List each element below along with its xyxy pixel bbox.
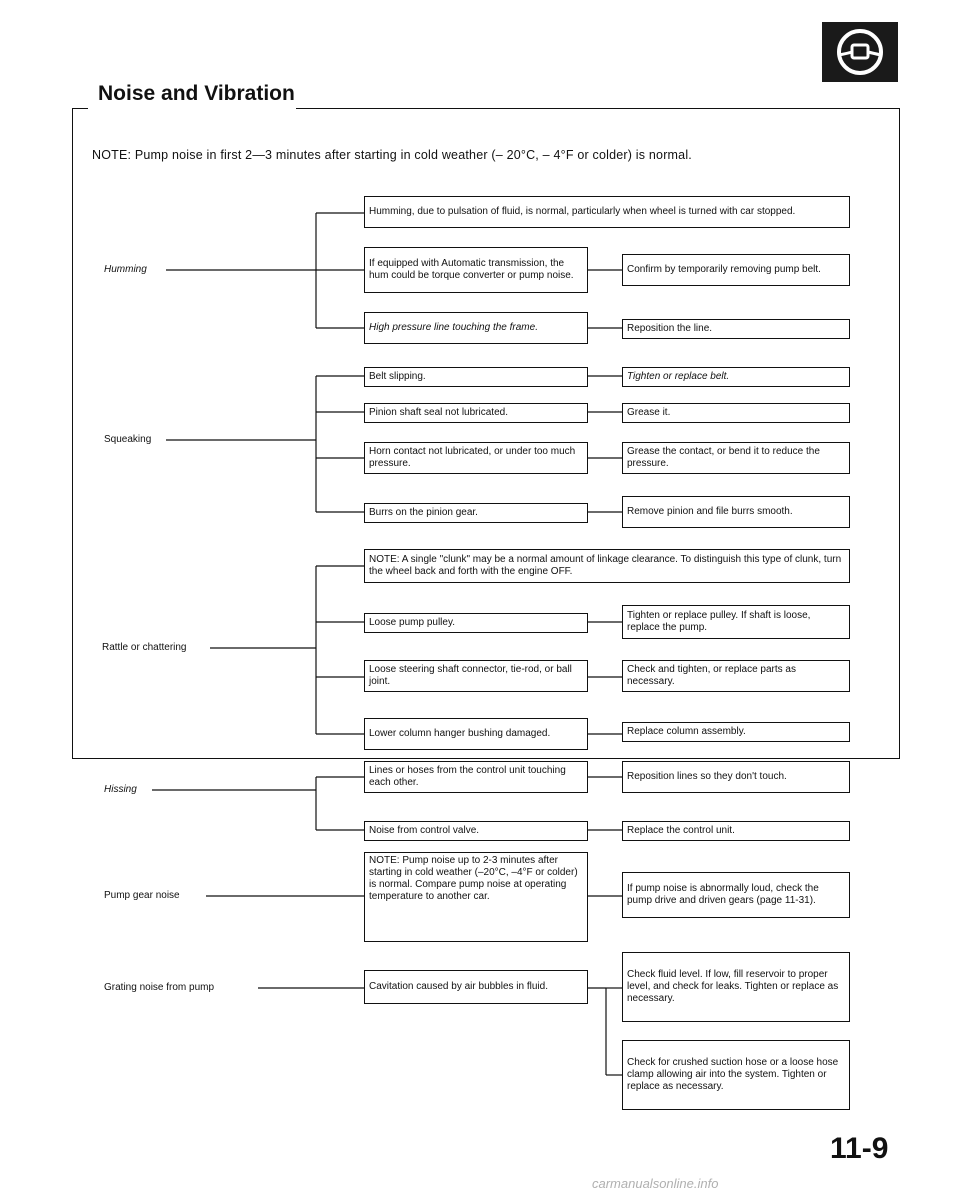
cause-control-valve-text: Noise from control valve. — [369, 825, 480, 836]
remedy-grease-it — [622, 403, 850, 423]
cause-pump-gear-note — [364, 852, 588, 942]
cause-pinion-seal-text: Pinion shaft seal not lubricated. — [369, 407, 508, 418]
cause-humming-pulsation — [364, 196, 850, 228]
remedy-confirm-belt-text: Confirm by temporarily removing pump belt. — [627, 264, 821, 275]
symptom-rattle: Rattle or chattering — [102, 642, 190, 653]
cause-loose-connector — [364, 660, 588, 692]
symptom-grating: Grating noise from pump — [104, 982, 217, 993]
symptom-squeaking: Squeaking — [104, 434, 154, 445]
remedy-replace-column-text: Replace column assembly. — [627, 726, 746, 737]
remedy-remove-burrs-text: Remove pinion and file burrs smooth. — [627, 506, 793, 517]
cause-horn-contact — [364, 442, 588, 474]
cause-humming-automatic-text: If equipped with Automatic transmission, the hum could be torque converter or pump noise. — [369, 258, 574, 281]
remedy-pump-loud — [622, 872, 850, 918]
symptom-hissing: Hissing — [104, 784, 140, 795]
remedy-remove-burrs — [622, 496, 850, 528]
remedy-tighten-pulley-text: Tighten or replace pulley. If shaft is loose, replace the pump. — [627, 610, 811, 633]
remedy-tighten-belt-text: Tighten or replace belt. — [627, 371, 730, 382]
cause-control-valve — [364, 821, 588, 841]
cause-burrs — [364, 503, 588, 523]
cause-horn-contact-text: Horn contact not lubricated, or under too much pressure. — [369, 446, 576, 469]
cause-belt-slipping-text: Belt slipping. — [369, 371, 426, 382]
remedy-replace-control — [622, 821, 850, 841]
cause-burrs-text: Burrs on the pinion gear. — [369, 507, 478, 518]
remedy-check-tighten-text: Check and tighten, or replace parts as necessary. — [627, 664, 796, 687]
cause-hanger-bushing — [364, 718, 588, 750]
cause-pressure-line-text: High pressure line touching the frame. — [369, 322, 538, 333]
remedy-check-hose — [622, 1040, 850, 1110]
remedy-grease-contact-text: Grease the contact, or bend it to reduce the pressure. — [627, 446, 820, 469]
remedy-reposition-lines — [622, 761, 850, 793]
remedy-grease-contact — [622, 442, 850, 474]
cause-belt-slipping — [364, 367, 588, 387]
cause-humming-automatic — [364, 247, 588, 293]
remedy-check-fluid-text: Check fluid level. If low, fill reservoir to proper level, and check for leaks. Tighten or replace as necessary. — [627, 969, 839, 1004]
cause-pressure-line — [364, 312, 588, 344]
cause-loose-pulley — [364, 613, 588, 633]
page-number: 11-9 — [830, 1132, 889, 1165]
cause-lines-touching — [364, 761, 588, 793]
cause-clunk-note — [364, 549, 850, 583]
cause-cavitation — [364, 970, 588, 1004]
symptom-humming: Humming — [104, 264, 150, 275]
section-title: Noise and Vibration — [98, 82, 295, 105]
remedy-confirm-belt — [622, 254, 850, 286]
remedy-reposition-line — [622, 319, 850, 339]
remedy-replace-column — [622, 722, 850, 742]
remedy-check-hose-text: Check for crushed suction hose or a loose hose clamp allowing air into the system. Tighten or replace as necessary. — [627, 1057, 839, 1092]
remedy-check-tighten — [622, 660, 850, 692]
remedy-tighten-belt — [622, 367, 850, 387]
cause-pinion-seal — [364, 403, 588, 423]
remedy-reposition-lines-text: Reposition lines so they don't touch. — [627, 771, 787, 782]
remedy-replace-control-text: Replace the control unit. — [627, 825, 735, 836]
cause-cavitation-text: Cavitation caused by air bubbles in fluid. — [369, 981, 548, 992]
watermark: carmanualsonline.info — [592, 1176, 719, 1191]
cause-hanger-bushing-text: Lower column hanger bushing damaged. — [369, 728, 551, 739]
remedy-grease-it-text: Grease it. — [627, 407, 671, 418]
remedy-reposition-line-text: Reposition the line. — [627, 323, 713, 334]
cause-lines-touching-text: Lines or hoses from the control unit touching each other. — [369, 765, 566, 788]
cause-loose-pulley-text: Loose pump pulley. — [369, 617, 455, 628]
remedy-pump-loud-text: If pump noise is abnormally loud, check the pump drive and driven gears (page 11-31). — [627, 883, 819, 906]
cause-clunk-note-text: NOTE: A single "clunk" may be a normal amount of linkage clearance. To distinguish this type of clunk, turn the wheel back and forth with the engine OFF. — [369, 554, 842, 577]
remedy-tighten-pulley — [622, 605, 850, 639]
cause-humming-pulsation-text: Humming, due to pulsation of fluid, is normal, particularly when wheel is turned with car stopped. — [369, 206, 796, 217]
remedy-check-fluid — [622, 952, 850, 1022]
cause-loose-connector-text: Loose steering shaft connector, tie-rod, or ball joint. — [369, 664, 572, 687]
cold-weather-note: NOTE: Pump noise in first 2—3 minutes after starting in cold weather (– 20°C, – 4°F or colder) is normal. — [92, 148, 692, 162]
symptom-pump-gear: Pump gear noise — [104, 890, 183, 901]
cause-pump-gear-note-text: NOTE: Pump noise up to 2-3 minutes after starting in cold weather (–20°C, –4°F or colder) is normal. Compare pump noise at operating temperature to another car. — [369, 855, 578, 902]
